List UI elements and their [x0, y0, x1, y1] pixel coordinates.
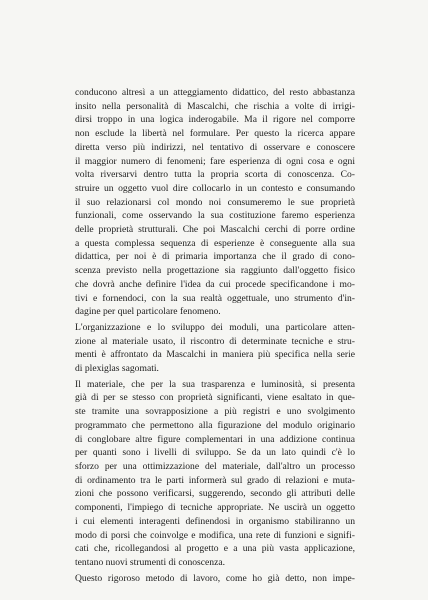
text-line: Questo rigoroso metodo di lavoro, come ho già detto, non impe- — [75, 572, 355, 584]
text-line: sforzo per una ottimizzazione del materiale, dall'altro un processo — [75, 460, 355, 472]
text-line: cati che, ricollegandosi al progetto e a una più vasta applicazione, — [75, 543, 355, 555]
text-line: Il materiale, che per la sua trasparenza e luminosità, si presenta — [75, 378, 355, 390]
text-line: i cui elementi interagenti definendosi in organismo stabiliranno un — [75, 515, 355, 527]
paragraph-1 — [75, 86, 355, 319]
text-line: programmato che permettono alla figurazione del modulo originario — [75, 419, 355, 431]
text-line: di plexiglas sagomati. — [75, 363, 159, 375]
text-line: L'organizzazione e lo sviluppo dei moduli, una particolare atten- — [75, 321, 355, 333]
text-line: dirsi troppo in una logica inderogabile. Ma il rigore nel comporre — [75, 114, 355, 126]
paragraph-2 — [75, 321, 355, 376]
text-line: il maggior numero di fenomeni; fare esperienza di ogni cosa e ogni — [75, 155, 355, 167]
text-line: diretta verso più indirizzi, nel tentativo di osservare e conoscere — [75, 141, 355, 153]
text-line: struire un oggetto vuol dire collocarlo in un contesto e consumando — [75, 182, 355, 194]
text-line: tentano nuovi strumenti di conoscenza. — [75, 556, 225, 568]
paragraph-4 — [75, 572, 355, 586]
text-line: di ordinamento tra le parti informerà sul grado di relazioni e muta- — [75, 474, 355, 486]
body-text — [75, 86, 355, 585]
text-line: tivi e fornendoci, con la sua realtà oggettuale, uno strumento d'in- — [75, 292, 355, 304]
text-line: funzionali, come osservando la sua costituzione faremo esperienza — [75, 210, 355, 222]
text-line: ste tramite una sovrapposizione a più registri e uno svolgimento — [75, 406, 355, 418]
text-line: zione al materiale usato, il riscontro di determinate tecniche e stru- — [75, 335, 355, 347]
text-line: insito nella personalità di Mascalchi, che rischia a volte di irrigi- — [75, 100, 355, 112]
text-line: componenti, l'impiego di tecniche appropriate. Ne uscirà un oggetto — [75, 502, 355, 514]
text-line: menti è affrontato da Mascalchi in maniera più specifica nella serie — [75, 349, 355, 361]
text-line: didattica, per noi è di primaria importanza che il grado di cono- — [75, 251, 355, 263]
text-line: già di per se stesso con proprietà significanti, viene esaltato in que- — [75, 392, 355, 404]
text-line: che dovrà anche definire l'idea da cui procede specificandone i mo- — [75, 278, 355, 290]
text-line: non esclude la libertà nel formulare. Per questo la ricerca appare — [75, 128, 355, 140]
text-line: conducono altresì a un atteggiamento didattico, del resto abbastanza — [75, 87, 355, 98]
text-line: il suo relazionarsi col mondo noi consumeremo le sue proprietà — [75, 196, 355, 208]
text-line: dagine per quel particolare fenomeno. — [75, 306, 221, 318]
text-line: di conglobare altre figure complementari in una addizione continua — [75, 433, 355, 445]
text-line: a questa complessa sequenza di esperienze è conseguente alla sua — [75, 237, 355, 249]
text-line: delle proprietà strutturali. Che poi Mascalchi cerchi di porre ordine — [75, 224, 355, 236]
text-line: zioni che possono verificarsi, suggerendo, secondo gli attributi delle — [75, 488, 355, 500]
text-line: modo di porsi che coinvolge e modifica, una rete di funzioni e signifi- — [75, 529, 355, 541]
text-line: scenza previsto nella progettazione sia raggiunto dall'oggetto fisico — [75, 265, 355, 277]
text-line: volta riversarvi dentro tutta la propria scorta di conoscenza. Co- — [75, 169, 355, 181]
paragraph-3 — [75, 378, 355, 570]
text-line: per quanti sono i livelli di sviluppo. Se da un lato quindi c'è lo — [75, 447, 355, 459]
